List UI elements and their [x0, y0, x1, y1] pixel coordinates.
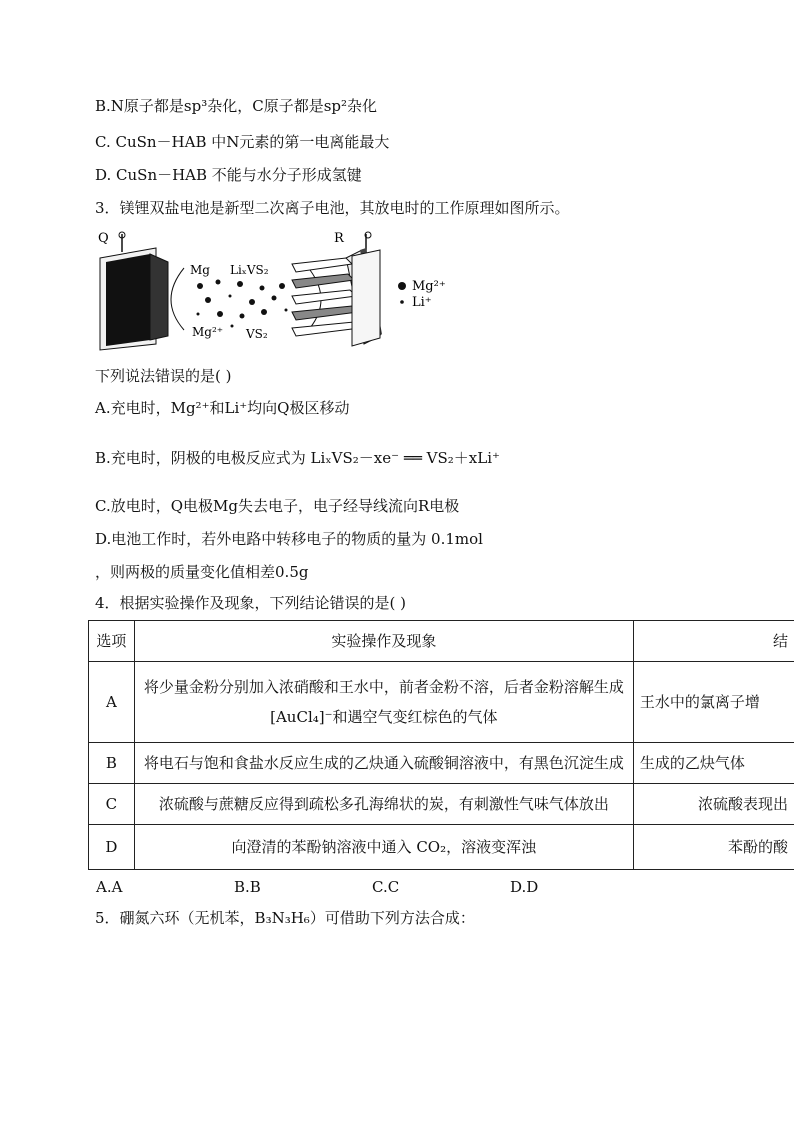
row-b-option: B: [89, 743, 135, 784]
row-b-conclusion: 生成的乙炔气体: [633, 743, 794, 784]
legend-li: Li⁺: [412, 295, 432, 310]
ion-particles: [197, 280, 288, 328]
q2-option-c: C. CuSn－HAB 中N元素的第一电离能最大: [95, 133, 390, 151]
q3-prompt: 下列说法错误的是( ): [95, 367, 232, 385]
row-c-option: C: [89, 784, 135, 825]
q3-stem: 3．镁锂双盐电池是新型二次离子电池，其放电时的工作原理如图所示。: [95, 199, 570, 217]
battery-diagram: [96, 228, 476, 356]
q2-option-d: D. CuSn－HAB 不能与水分子形成氢键: [95, 166, 362, 184]
q4-stem: 4．根据实验操作及现象，下列结论错误的是( ): [95, 594, 407, 612]
header-option: 选项: [89, 621, 135, 662]
q4-table: [88, 620, 794, 870]
row-a-conclusion: 王水中的氯离子增: [633, 662, 794, 743]
row-b-operation: 将电石与饱和食盐水反应生成的乙炔通入硫酸铜溶液中，有黑色沉淀生成: [134, 743, 633, 784]
legend-li-dot: [400, 300, 404, 304]
q3-option-c: C.放电时，Q电极Mg失去电子，电子经导线流向R电极: [95, 497, 460, 515]
q4-choice-a: A.A: [96, 878, 123, 896]
row-d-option: D: [89, 825, 135, 870]
table-row: [89, 743, 794, 784]
header-conclusion: 结: [633, 621, 794, 662]
header-operation: 实验操作及现象: [134, 621, 633, 662]
legend-mg: Mg²⁺: [412, 279, 446, 294]
row-a-operation-line1: 将少量金粉分别加入浓硝酸和王水中，前者金粉不溶，后者金粉溶解生成: [143, 678, 624, 696]
reaction-arc-left: [171, 268, 184, 330]
q4-choice-d: D.D: [510, 878, 539, 896]
row-a-operation: [134, 662, 633, 743]
q3-option-b: B.充电时，阴极的电极反应式为 LiₓVS₂－xe⁻ ══ VS₂＋xLi⁺: [95, 449, 500, 467]
q2-option-b: B.N原子都是sp³杂化，C原子都是sp²杂化: [95, 97, 378, 115]
table-row: [89, 662, 794, 743]
r-label: R: [334, 231, 344, 246]
q3-option-d: D.电池工作时，若外电路中转移电子的物质的量为 0.1mol: [95, 530, 483, 548]
table-row: [89, 784, 794, 825]
table-header-row: [89, 621, 794, 662]
mg2-label: Mg²⁺: [192, 325, 224, 339]
row-d-operation: 向澄清的苯酚钠溶液中通入 CO₂，溶液变浑浊: [134, 825, 633, 870]
q4-choice-b: B.B: [234, 878, 261, 896]
row-c-conclusion: 浓硫酸表现出: [633, 784, 794, 825]
row-a-option: A: [89, 662, 135, 743]
row-d-conclusion: 苯酚的酸: [633, 825, 794, 870]
q4-choice-c: C.C: [372, 878, 400, 896]
q-electrode: [106, 254, 150, 346]
lixvs2-label: LiₓVS₂: [230, 263, 269, 277]
table-row: [89, 825, 794, 870]
legend-mg-dot: [398, 282, 406, 290]
q3-option-a: A.充电时，Mg²⁺和Li⁺均向Q极区移动: [95, 399, 350, 417]
q3-option-d-cont: ，则两极的质量变化值相差0.5g: [95, 563, 309, 581]
row-a-operation-line2: [AuCl₄]⁻和遇空气变红棕色的气体: [270, 708, 498, 726]
q-label: Q: [98, 231, 109, 246]
row-c-operation: 浓硫酸与蔗糖反应得到疏松多孔海绵状的炭，有刺激性气味气体放出: [134, 784, 633, 825]
mg-label: Mg: [190, 263, 210, 277]
q5-stem: 5．硼氮六环（无机苯，B₃N₃H₆）可借助下列方法合成：: [95, 909, 475, 927]
vs2-label: VS₂: [246, 327, 268, 341]
